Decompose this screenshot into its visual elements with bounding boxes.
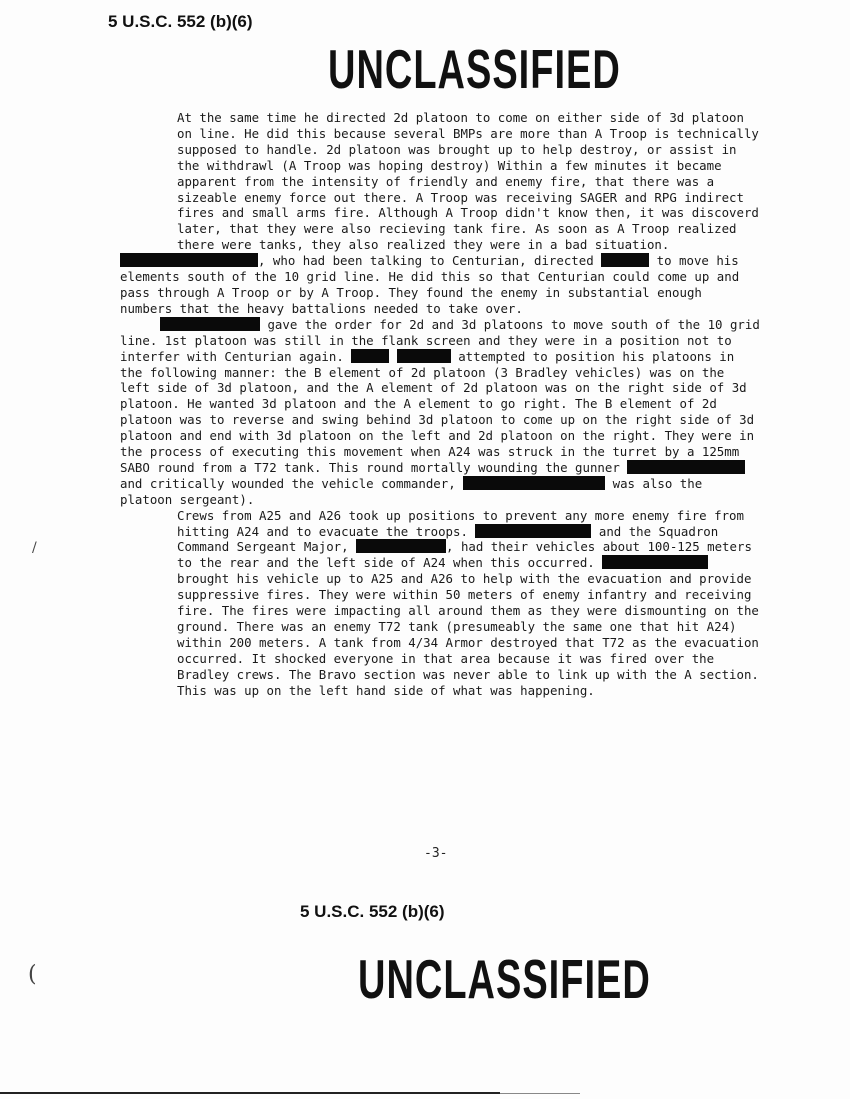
redaction-block <box>627 460 745 474</box>
paragraph-2-text-b: to move his elements south of the 10 grid line. He did this so that Centurian could come up and pass through A Troop or by A Troop. They found the enemy in substantial enough numbers that the heavy battalions needed to take over. <box>120 253 740 316</box>
paragraph-4-text-c: , had their vehicles about 100-125 meters to the rear and the left side of A24 when this occurred. <box>177 539 752 571</box>
paragraph-3-text-c: and critically wounded the vehicle commander, <box>120 475 456 491</box>
redaction-block <box>601 253 649 267</box>
document-body <box>120 110 760 699</box>
redaction-block <box>397 349 451 363</box>
redaction-block <box>356 539 446 553</box>
paragraph-3-text-d: was also the platoon sergeant). <box>120 475 703 507</box>
redaction-block <box>160 317 260 331</box>
paragraph-2 <box>120 253 760 317</box>
paragraph-4 <box>120 508 760 699</box>
paragraph-4-text-b: and the Squadron Command Sergeant Major, <box>177 523 719 555</box>
exemption-label-bottom: 5 U.S.C. 552 (b)(6) <box>300 902 445 921</box>
paragraph-4-text-a: Crews from A25 and A26 took up positions to prevent any more enemy fire from hitting A24 and to evacuate the troops. <box>177 507 744 539</box>
redaction-block <box>351 349 389 363</box>
classification-marking-bottom: UNCLASSIFIED <box>358 950 651 1011</box>
scan-edge-line <box>0 1092 500 1094</box>
paragraph-3-text-b: attempted to position his platoons in the following manner: the B element of 2d platoon (3 Bradley vehicles) was on the left side of 3d platoon, and the A element of 2d platoon was on the right side of 3d platoon. He wanted 3d platoon and the A element to go right. The B element of 2d platoon was to reverse and swing behind 3d platoon to come up on the right side of 3d platoon and end with 3d platoon on the left and 2d platoon on the right. They were in the process of executing this movement when A24 was struck in the turret by a 125mm SABO round from a T72 tank. This round mortally wounding the gunner <box>120 348 755 475</box>
paragraph-3 <box>120 317 760 508</box>
margin-mark: ( <box>28 962 37 987</box>
redaction-block <box>602 555 708 569</box>
paragraph-1: At the same time he directed 2d platoon to come on either side of 3d platoon on line. He did this because several BMPs are more than A Troop is technically supposed to handle. 2d platoon was brought up to help destroy, or assist in the withdrawl (A Troop was hoping destroy) Within a few minutes it became apparent from the intensity of friendly and enemy fire, that there was a sizeable enemy force out there. A Troop was receiving SAGER and RPG indirect fires and small arms fire. Although A Troop didn't know then, it was discoverd later, that they were also recieving tank fire. As soon as A Troop realized there were tanks, they also realized they were in a bad situation. <box>177 110 759 253</box>
classification-marking-top: UNCLASSIFIED <box>328 40 621 101</box>
paragraph-4-text-d: brought his vehicle up to A25 and A26 to help with the evacuation and provide suppressive fires. They were within 50 meters of enemy infantry and receiving fire. The fires were impacting all around them as they were dismounting on the ground. There was an enemy T72 tank (presumeably the same one that hit A24) within 200 meters. A tank from 4/34 Armor destroyed that T72 as the evacuation occurred. It shocked everyone in that area because it was fired over the Bradley crews. The Bravo section was never able to link up with the A section. This was up on the left hand side of what was happening. <box>177 571 759 698</box>
redaction-block <box>463 476 605 490</box>
redaction-block <box>475 524 591 538</box>
paragraph-3-text-a: gave the order for 2d and 3d platoons to move south of the 10 grid line. 1st platoon was still in the flank screen and they were in a position not to interfer with Centurian again. <box>120 316 760 364</box>
paragraph-2-text-a: , who had been talking to Centurian, directed <box>258 253 594 269</box>
scan-edge-line <box>500 1093 580 1094</box>
exemption-label-top: 5 U.S.C. 552 (b)(6) <box>108 12 253 31</box>
redaction-block <box>120 253 258 267</box>
page-number: -3- <box>424 846 448 861</box>
margin-mark: / <box>32 540 37 556</box>
